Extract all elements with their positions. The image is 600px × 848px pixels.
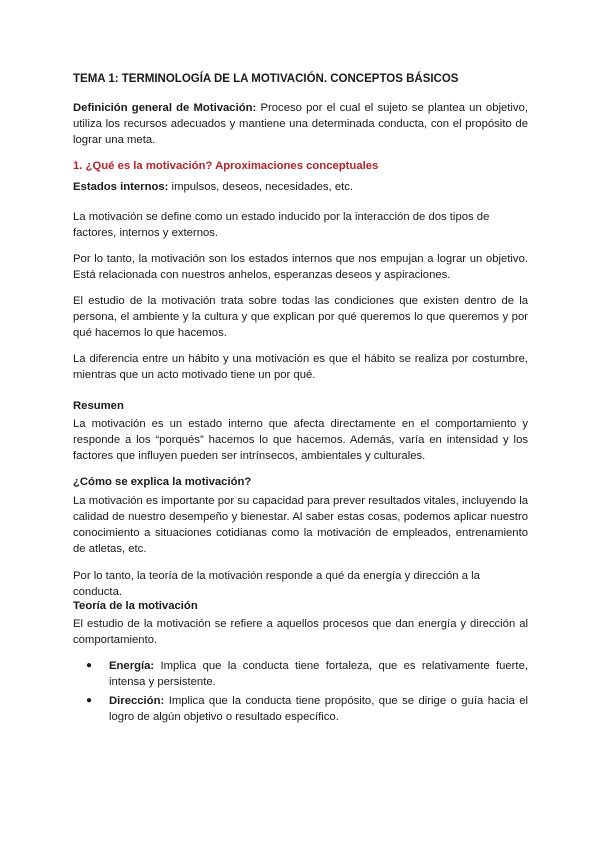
paragraph: La motivación se define como un estado inducido por la interacción de dos tipos de factores, internos y externos. <box>73 211 490 239</box>
bullet-icon: ● <box>86 660 93 671</box>
list-item-text: Implica que la conducta tiene fortaleza, que es relativamente fuerte, intensa y persistente. <box>109 660 528 688</box>
resumen-heading: Resumen <box>73 400 124 412</box>
bullet-list <box>73 658 528 728</box>
list-item-label: Dirección: <box>109 695 165 707</box>
definition-text: Proceso por el cual el sujeto se plantea un objetivo, utiliza los recursos adecuados y mantiene una determinada conducta, con el propósito de lograr una meta. <box>73 102 528 146</box>
paragraph: El estudio de la motivación se refiere a aquellos procesos que dan energía y dirección al comportamiento. <box>73 618 528 646</box>
section-heading: 1. ¿Qué es la motivación? Aproximaciones conceptuales <box>73 160 379 172</box>
internal-states-label: Estados internos: <box>73 181 169 193</box>
list-item-label: Energía: <box>109 660 155 672</box>
paragraph: Por lo tanto, la teoría de la motivación responde a qué da energía y dirección a la conducta. <box>73 570 480 598</box>
paragraph: La diferencia entre un hábito y una motivación es que el hábito se realiza por costumbre, mientras que un acto motivado tiene un por qué. <box>73 353 528 381</box>
list-item <box>73 693 528 725</box>
internal-states-text: impulsos, deseos, necesidades, etc. <box>168 181 354 193</box>
paragraph: La motivación es importante por su capacidad para prever resultados vitales, incluyendo la calidad de nuestro desempeño y bienestar. Al saber estas cosas, podemos aplicar nuestro conocimiento a situaciones cotidianas como la motivación de empleados, entrenamiento de atletas, etc. <box>73 495 528 555</box>
document-title: TEMA 1: TERMINOLOGÍA DE LA MOTIVACIÓN. CONCEPTOS BÁSICOS <box>73 73 459 85</box>
paragraph: Por lo tanto, la motivación son los estados internos que nos empujan a lograr un objetivo. Está relacionada con nuestros anhelos, esperanzas deseos y aspiraciones. <box>73 253 528 281</box>
resumen-paragraph: La motivación es un estado interno que afecta directamente en el comportamiento y responde a los “porqués” hacemos lo que hacemos. Además, varía en intensidad y los factores que influyen pueden ser intrínsecos, ambientales y culturales. <box>73 418 528 462</box>
bullet-icon: ● <box>86 695 93 706</box>
paragraph: El estudio de la motivación trata sobre todas las condiciones que existen dentro de la persona, el ambiente y la cultura y que explican por qué queremos lo que queremos y por qué hacemos lo que hacemos. <box>73 295 528 339</box>
subsection-heading: Teoría de la motivación <box>73 600 198 612</box>
list-item-text: Implica que la conducta tiene propósito, que se dirige o guía hacia el logro de algún objetivo o resultado específico. <box>109 695 528 723</box>
list-item <box>73 658 528 690</box>
definition-label: Definición general de Motivación: <box>73 102 257 114</box>
subsection-heading: ¿Cómo se explica la motivación? <box>73 476 252 488</box>
definition-paragraph <box>73 100 528 148</box>
internal-states-line <box>73 179 528 195</box>
